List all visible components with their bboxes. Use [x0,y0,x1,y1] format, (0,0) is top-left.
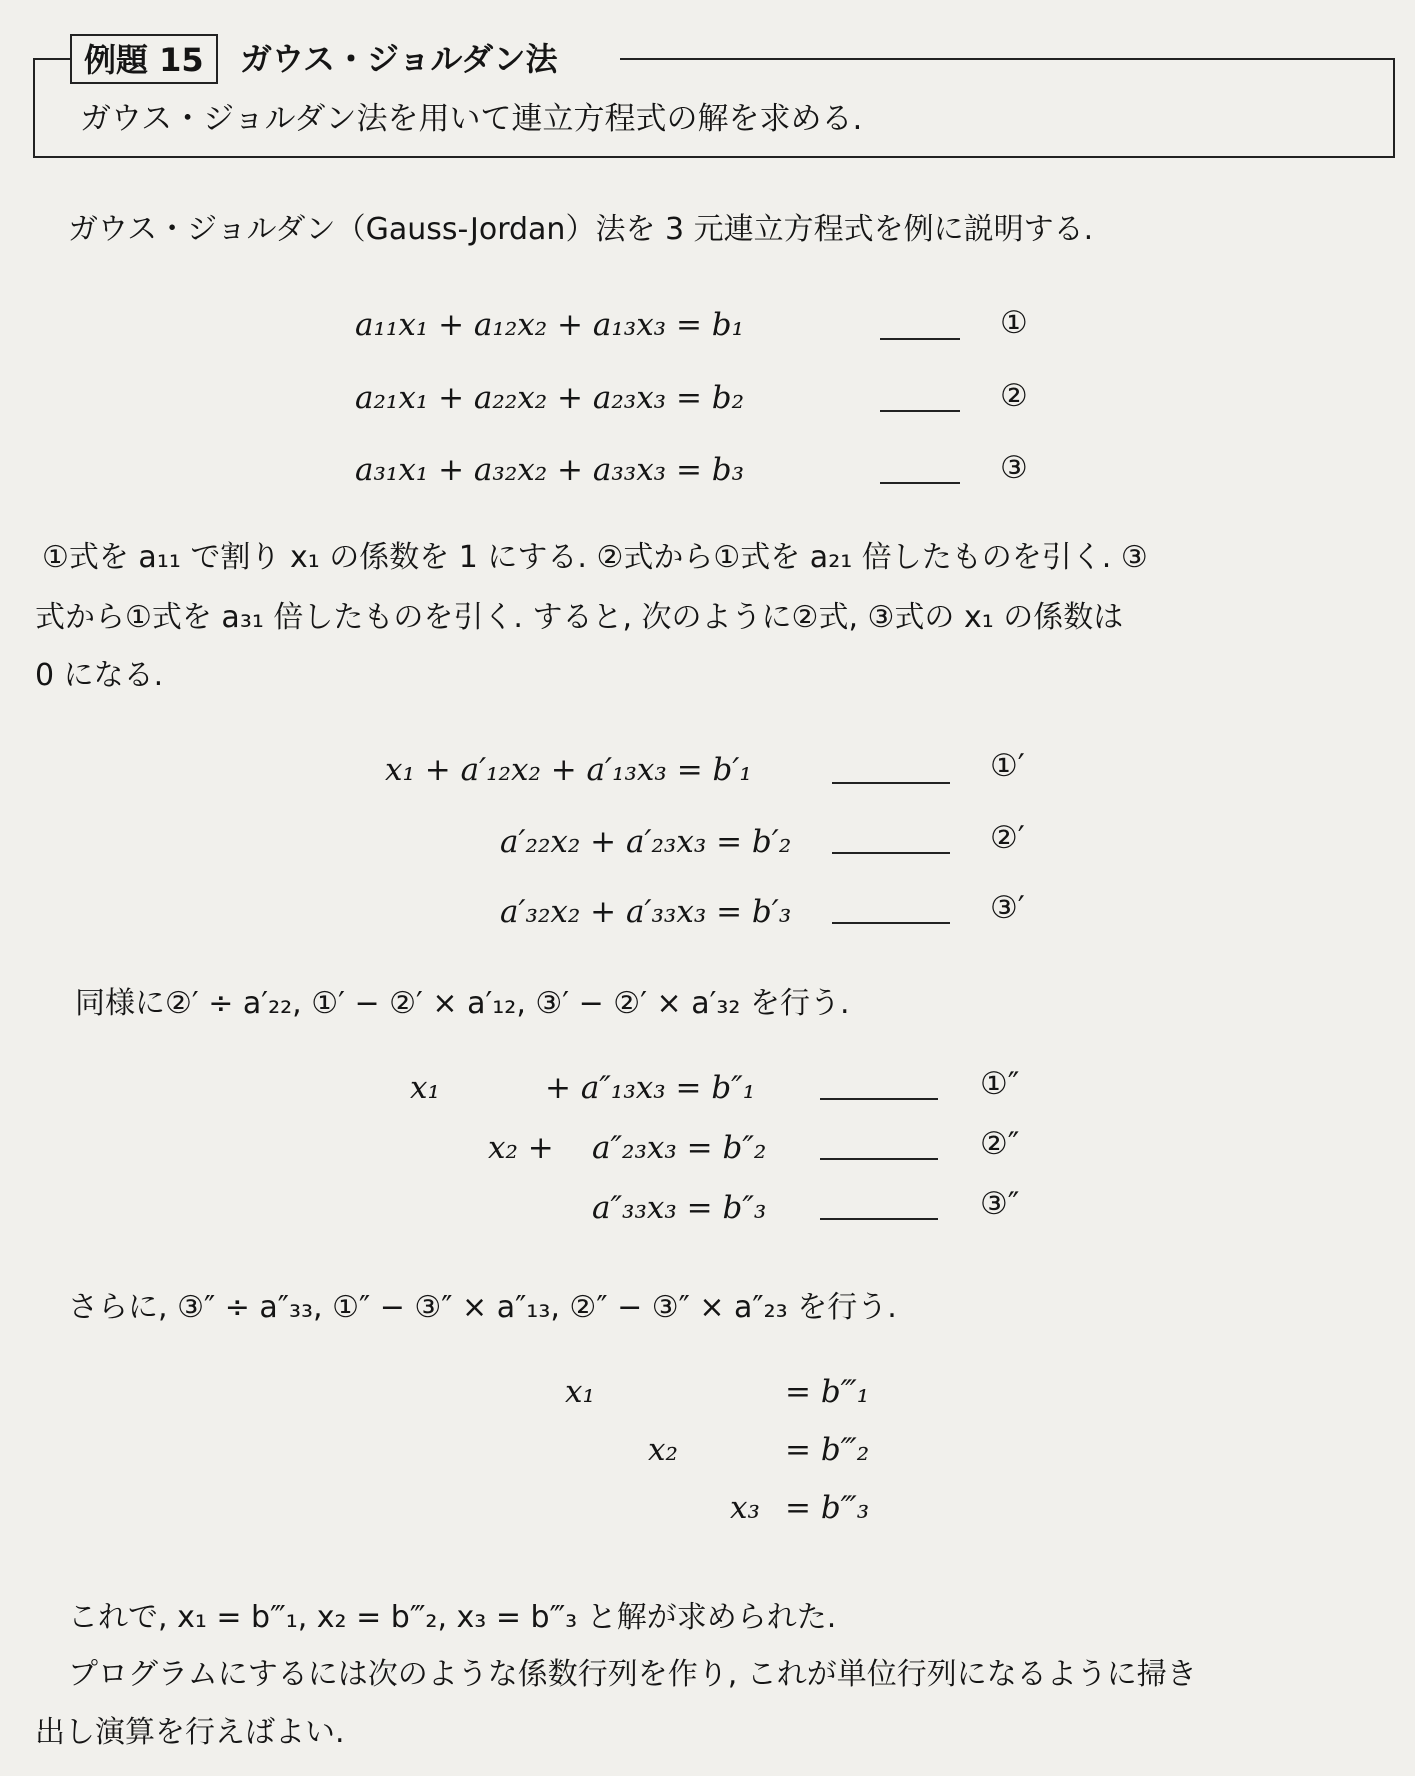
example-subtitle: ガウス・ジョルダン法を用いて連立方程式の解を求める. [80,101,863,137]
equation-1-prime: x₁ + a′₁₂x₂ + a′₁₃x₃ = b′₁ [385,752,752,788]
equation-3-dprime: a″₃₃x₃ = b″₃ [592,1190,767,1226]
result-paragraph: これで, x₁ = b‴₁, x₂ = b‴₂, x₃ = b‴₃ と解が求められた. [68,1600,837,1635]
paragraph-line: 式から①式を a₃₁ 倍したものを引く. すると, 次のように②式, ③式の x₁ の係数は [35,600,1124,635]
equation-mark: ③′ [990,890,1025,926]
equation-3: a₃₁x₁ + a₃₂x₂ + a₃₃x₃ = b₃ [355,452,745,488]
equation-mark: ③ [1000,450,1028,486]
solution-lhs: x₃ [730,1490,760,1526]
equation-1: a₁₁x₁ + a₁₂x₂ + a₁₃x₃ = b₁ [355,307,745,343]
equation-rule [880,338,960,340]
example-title: ガウス・ジョルダン法 [240,40,558,78]
solution-rhs: = b‴₂ [785,1432,870,1468]
equation-mark: ①′ [990,748,1025,784]
solution-lhs: x₁ [565,1374,595,1410]
equation-rule [880,410,960,412]
step-paragraph: 同様に②′ ÷ a′₂₂, ①′ − ②′ × a′₁₂, ③′ − ②′ × a′₃₂ を行う. [75,986,850,1021]
equation-mark: ②′ [990,820,1025,856]
equation-2-prime: a′₂₂x₂ + a′₂₃x₃ = b′₂ [500,824,792,860]
equation-mark: ①″ [980,1066,1020,1102]
example-label: 例題 15 [70,34,218,84]
intro-paragraph: ガウス・ジョルダン（Gauss-Jordan）法を 3 元連立方程式を例に説明する. [68,212,1094,247]
paragraph-line: プログラムにするには次のような係数行列を作り, これが単位行列になるように掃き [68,1657,1197,1692]
equation-rule [832,852,950,854]
paragraph-line: 出し演算を行えばよい. [35,1715,345,1750]
equation-rule [820,1158,938,1160]
equation-1-dprime: + a″₁₃x₃ = b″₁ [545,1070,756,1106]
equation-mark: ③″ [980,1186,1020,1222]
paragraph-line: 0 になる. [35,658,164,693]
step-paragraph: さらに, ③″ ÷ a″₃₃, ①″ − ③″ × a″₁₃, ②″ − ③″ × a″₂₃ を行う. [68,1290,897,1325]
equation-rule [832,782,950,784]
equation-rule [832,922,950,924]
solution-rhs: = b‴₁ [785,1374,870,1410]
solution-lhs: x₂ [648,1432,678,1468]
equation-2: a₂₁x₁ + a₂₂x₂ + a₂₃x₃ = b₂ [355,380,745,416]
equation-lhs: x₁ [410,1070,440,1106]
equation-rule [820,1218,938,1220]
equation-lhs: x₂ + [488,1130,554,1166]
equation-rule [820,1098,938,1100]
solution-rhs: = b‴₃ [785,1490,870,1526]
equation-mark: ② [1000,378,1028,414]
equation-rule [880,482,960,484]
equation-mark: ②″ [980,1126,1020,1162]
paragraph-line: ①式を a₁₁ で割り x₁ の係数を 1 にする. ②式から①式を a₂₁ 倍したものを引く. ③ [42,540,1148,575]
equation-3-prime: a′₃₂x₂ + a′₃₃x₃ = b′₃ [500,894,792,930]
equation-mark: ① [1000,305,1028,341]
equation-2-dprime: a″₂₃x₃ = b″₂ [592,1130,767,1166]
